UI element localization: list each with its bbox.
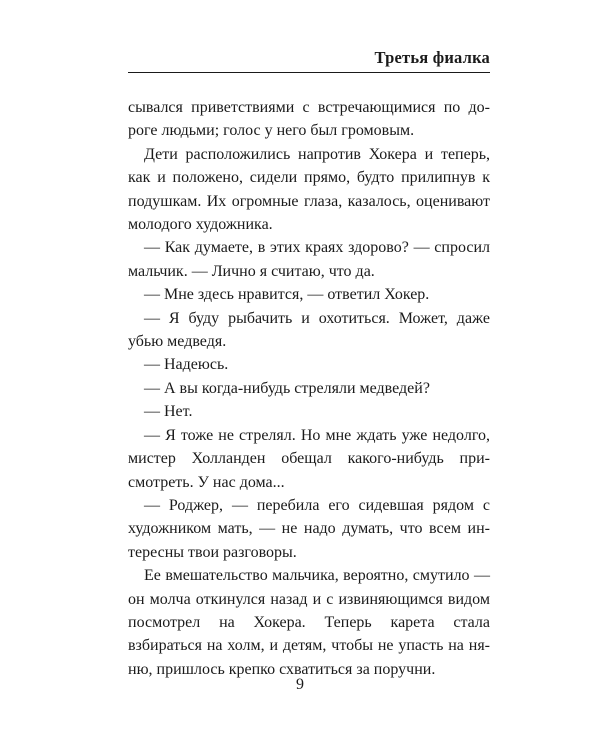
- paragraph: — Мне здесь нравится, — ответил Хокер.: [144, 286, 430, 304]
- page-number: 9: [296, 676, 304, 693]
- paragraph: — Нет.: [144, 403, 193, 421]
- paragraph: — Я буду рыбачить и охотиться. Может, даже убью медведя.: [128, 309, 490, 351]
- running-head: [128, 46, 490, 73]
- paragraph: — Как думаете, в этих краях здорово? — спросил мальчик. — Лично я считаю, что да.: [128, 239, 490, 280]
- paragraph: — А вы когда-нибудь стреляли медведей?: [144, 379, 430, 397]
- paragraph: Ее вмешательство мальчика, вероятно, смутило — он молча откинулся назад и с извиняющимся видом посмотрел на Хокера. Теперь карета стала взбираться на холм, и детям, чтобы не упасть на няню, пришлось крепко схватиться за поручни.: [128, 567, 490, 678]
- running-title: Третья фиалка: [374, 48, 490, 67]
- text-body: [128, 96, 490, 681]
- paragraph: — Надеюсь.: [144, 356, 229, 374]
- paragraph: сывался приветствиями с встречающимися по дороге людьми; голос у него был громовым.: [128, 99, 490, 140]
- paragraph: Дети расположились напротив Хокера и теперь, как и положено, сидели прямо, будто прилипнув к подушкам. Их огромные глаза, казалось, оценивают молодого художника.: [128, 145, 490, 234]
- paragraph: — Роджер, — перебила его сидевшая рядом с художником мать, — не надо думать, что всем интересны твои разговоры.: [128, 496, 490, 561]
- paragraph: — Я тоже не стрелял. Но мне ждать уже недолго, мистер Холланден обещал какого-нибудь присмотреть. У нас дома...: [128, 426, 490, 491]
